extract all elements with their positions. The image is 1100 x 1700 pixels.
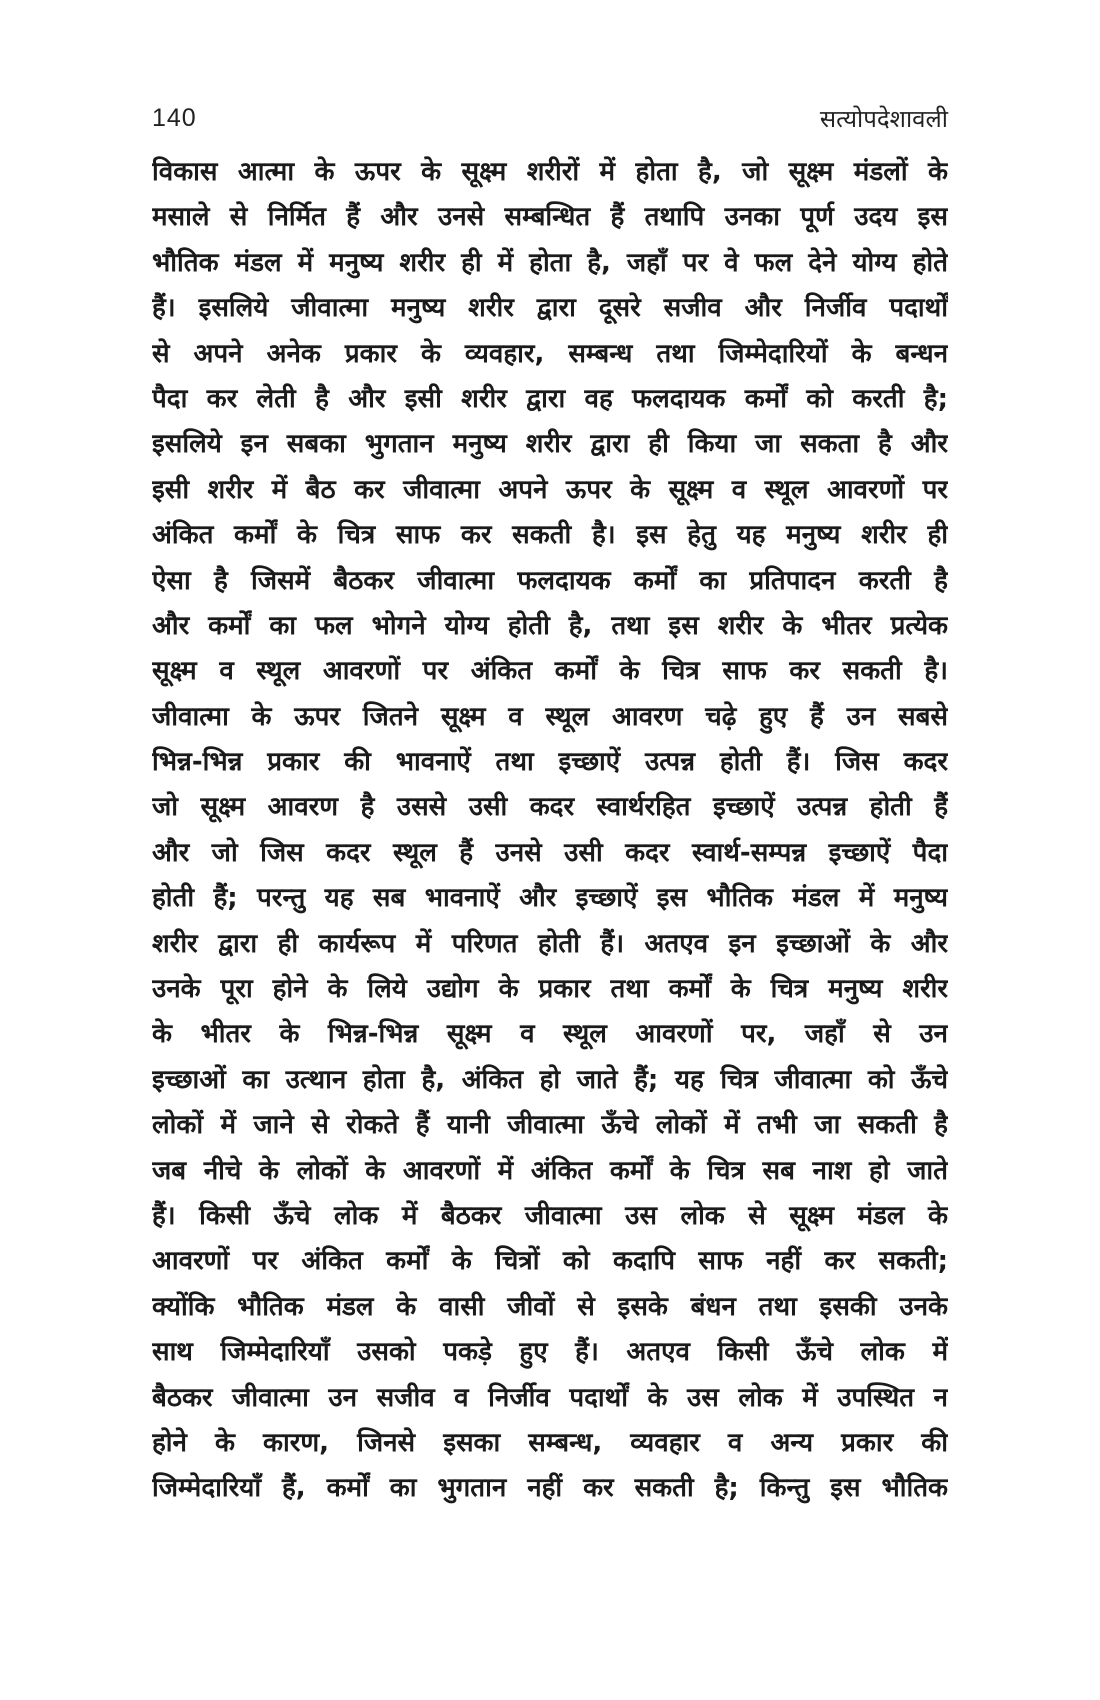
text-line: भौतिक मंडल में मनुष्य शरीर ही में होता है, जहाँ पर वे फल देने योग्य होते bbox=[152, 247, 948, 278]
text-line: जिम्मेदारियाँ हैं, कर्मों का भुगतान नहीं कर सकती है; किन्तु इस भौतिक bbox=[152, 1473, 948, 1504]
text-line: पैदा कर लेती है और इसी शरीर द्वारा वह फलदायक कर्मों को करती है; bbox=[152, 383, 948, 414]
text-line: जब नीचे के लोकों के आवरणों में अंकित कर्मों के चित्र सब नाश हो जाते bbox=[152, 1155, 948, 1186]
text-line: और जो जिस कदर स्थूल हैं उनसे उसी कदर स्वार्थ-सम्पन्न इच्छाऐं पैदा bbox=[152, 837, 948, 868]
text-line: बैठकर जीवात्मा उन सजीव व निर्जीव पदार्थों के उस लोक में उपस्थित न bbox=[152, 1382, 948, 1413]
text-line: अंकित कर्मों के चित्र साफ कर सकती है। इस हेतु यह मनुष्य शरीर ही bbox=[152, 520, 948, 551]
text-line: इसी शरीर में बैठ कर जीवात्मा अपने ऊपर के सूक्ष्म व स्थूल आवरणों पर bbox=[152, 474, 948, 505]
text-line: हैं। इसलिये जीवात्मा मनुष्य शरीर द्वारा दूसरे सजीव और निर्जीव पदार्थों bbox=[152, 293, 948, 324]
text-line: इच्छाओं का उत्थान होता है, अंकित हो जाते हैं; यह चित्र जीवात्मा को ऊँचे bbox=[152, 1064, 948, 1095]
running-title: सत्योपदेशावली bbox=[819, 104, 948, 133]
page-number: 140 bbox=[152, 103, 197, 132]
text-line: जो सूक्ष्म आवरण है उससे उसी कदर स्वार्थरहित इच्छाऐं उत्पन्न होती हैं bbox=[152, 792, 948, 823]
text-line: विकास आत्मा के ऊपर के सूक्ष्म शरीरों में होता है, जो सूक्ष्म मंडलों के bbox=[152, 157, 948, 187]
text-line: भिन्न-भिन्न प्रकार की भावनाऐं तथा इच्छाऐं उत्पन्न होती हैं। जिस कदर bbox=[152, 747, 948, 778]
text-line: साथ जिम्मेदारियाँ उसको पकड़े हुए हैं। अतएव किसी ऊँचे लोक में bbox=[152, 1337, 948, 1368]
text-line: जीवात्मा के ऊपर जितने सूक्ष्म व स्थूल आवरण चढ़े हुए हैं उन सबसे bbox=[152, 701, 948, 732]
text-line: ऐसा है जिसमें बैठकर जीवात्मा फलदायक कर्मों का प्रतिपादन करती है bbox=[152, 565, 948, 596]
text-line: के भीतर के भिन्न-भिन्न सूक्ष्म व स्थूल आवरणों पर, जहाँ से उन bbox=[152, 1019, 948, 1050]
text-line: मसाले से निर्मित हैं और उनसे सम्बन्धित हैं तथापि उनका पूर्ण उदय इस bbox=[152, 202, 948, 233]
text-line: क्योंकि भौतिक मंडल के वासी जीवों से इसके बंधन तथा इसकी उनके bbox=[152, 1291, 948, 1322]
text-line: इसलिये इन सबका भुगतान मनुष्य शरीर द्वारा ही किया जा सकता है और bbox=[152, 429, 948, 460]
page-header bbox=[152, 98, 948, 138]
text-line: और कर्मों का फल भोगने योग्य होती है, तथा इस शरीर के भीतर प्रत्येक bbox=[152, 610, 948, 641]
text-line: से अपने अनेक प्रकार के व्यवहार, सम्बन्ध तथा जिम्मेदारियों के बन्धन bbox=[152, 338, 948, 369]
text-line: शरीर द्वारा ही कार्यरूप में परिणत होती हैं। अतएव इन इच्छाओं के और bbox=[152, 928, 948, 959]
text-line: सूक्ष्म व स्थूल आवरणों पर अंकित कर्मों के चित्र साफ कर सकती है। bbox=[152, 656, 948, 687]
text-line: उनके पूरा होने के लिये उद्योग के प्रकार तथा कर्मों के चित्र मनुष्य शरीर bbox=[152, 974, 948, 1005]
text-line: हैं। किसी ऊँचे लोक में बैठकर जीवात्मा उस लोक से सूक्ष्म मंडल के bbox=[152, 1200, 948, 1231]
text-line: होती हैं; परन्तु यह सब भावनाऐं और इच्छाऐं इस भौतिक मंडल में मनुष्य bbox=[152, 883, 948, 914]
text-line: लोकों में जाने से रोकते हैं यानी जीवात्मा ऊँचे लोकों में तभी जा सकती है bbox=[152, 1110, 948, 1141]
body-paragraph bbox=[152, 150, 948, 1512]
text-line: आवरणों पर अंकित कर्मों के चित्रों को कदापि साफ नहीं कर सकती; bbox=[152, 1246, 948, 1277]
text-line: होने के कारण, जिनसे इसका सम्बन्ध, व्यवहार व अन्य प्रकार की bbox=[152, 1427, 948, 1458]
